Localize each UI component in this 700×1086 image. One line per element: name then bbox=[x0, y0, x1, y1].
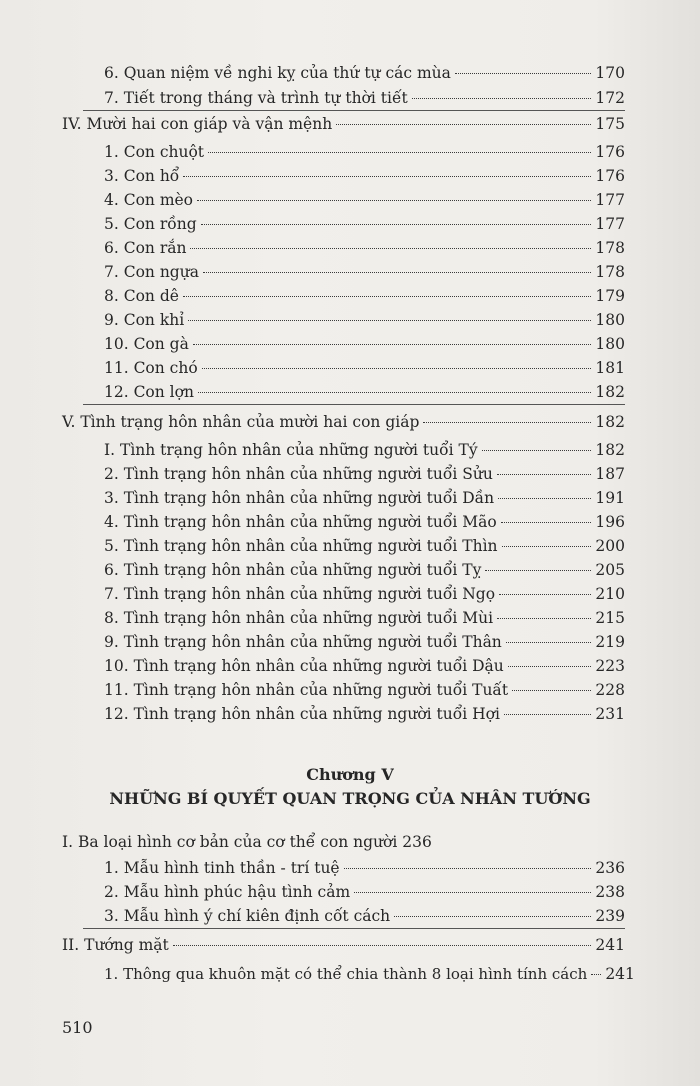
dot-leader bbox=[482, 450, 592, 451]
toc-entry bbox=[104, 166, 625, 186]
toc-entry-label: 6. Tình trạng hôn nhân của những người tuổi Tỵ bbox=[104, 561, 482, 579]
toc-entry-label: 2. Mẫu hình phúc hậu tình cảm bbox=[104, 883, 351, 901]
dot-leader bbox=[354, 892, 591, 893]
toc-entry bbox=[104, 632, 625, 652]
dot-leader bbox=[508, 666, 592, 667]
chapter-number: Chương V bbox=[306, 765, 394, 784]
dot-leader bbox=[203, 272, 591, 273]
dot-leader bbox=[344, 868, 592, 869]
dot-leader bbox=[202, 368, 592, 369]
toc-entry bbox=[104, 358, 625, 378]
toc-entry-label: 3. Con hổ bbox=[104, 167, 180, 185]
toc-entry-label: 5. Tình trạng hôn nhân của những người tuổi Thìn bbox=[104, 537, 498, 555]
toc-entry-label: IV. Mười hai con giáp và vận mệnh bbox=[62, 115, 333, 133]
toc-entry bbox=[104, 882, 625, 902]
toc-entry-label: 7. Tình trạng hôn nhân của những người tuổi Ngọ bbox=[104, 585, 496, 603]
toc-entry-label: I. Tình trạng hôn nhân của những người tuổi Tý bbox=[104, 441, 478, 459]
dot-leader bbox=[173, 945, 592, 946]
toc-entry-page: 191 bbox=[595, 489, 625, 507]
dot-leader bbox=[499, 594, 591, 595]
toc-entry-page: 241 bbox=[595, 936, 625, 954]
toc-entry-page: 219 bbox=[595, 633, 625, 651]
toc-entry-label: 9. Tình trạng hôn nhân của những người tuổi Thân bbox=[104, 633, 502, 651]
dot-leader bbox=[183, 296, 591, 297]
toc-entry-label: II. Tướng mặt bbox=[62, 936, 169, 954]
dot-leader bbox=[501, 522, 592, 523]
toc-entry bbox=[104, 262, 625, 282]
toc-entry bbox=[104, 190, 625, 210]
toc-entry bbox=[104, 286, 625, 306]
dot-leader bbox=[208, 152, 591, 153]
toc-entry-label: 1. Con chuột bbox=[104, 143, 205, 161]
toc-section-entry bbox=[62, 114, 625, 134]
toc-entry bbox=[104, 858, 625, 878]
toc-entry-label: I. Ba loại hình cơ bản của cơ thể con người 236 bbox=[62, 833, 432, 851]
dot-leader bbox=[412, 98, 592, 99]
dot-leader bbox=[201, 224, 592, 225]
toc-entry-page: 182 bbox=[595, 383, 625, 401]
toc-entry-page: 182 bbox=[595, 413, 625, 431]
section-divider bbox=[83, 404, 625, 405]
toc-entry-label: 12. Con lợn bbox=[104, 383, 194, 401]
dot-leader bbox=[504, 714, 591, 715]
toc-entry-label: 3. Mẫu hình ý chí kiên định cốt cách bbox=[104, 907, 391, 925]
toc-entry bbox=[104, 464, 625, 484]
dot-leader bbox=[423, 422, 591, 423]
toc-entry bbox=[104, 680, 625, 700]
toc-entry-page: 178 bbox=[595, 263, 625, 281]
dot-leader bbox=[455, 73, 592, 74]
toc-entry-label: V. Tình trạng hôn nhân của mười hai con giáp bbox=[62, 413, 420, 431]
toc-entry-page: 179 bbox=[595, 287, 625, 305]
toc-entry bbox=[104, 310, 625, 330]
toc-entry bbox=[104, 382, 625, 402]
dot-leader bbox=[336, 124, 591, 125]
dot-leader bbox=[188, 320, 591, 321]
toc-entry bbox=[104, 488, 625, 508]
toc-entry bbox=[104, 214, 625, 234]
toc-entry bbox=[104, 334, 625, 354]
toc-entry-page: 236 bbox=[595, 859, 625, 877]
toc-entry-page: 176 bbox=[595, 167, 625, 185]
toc-entry-page: 170 bbox=[595, 64, 625, 82]
toc-entry-label: 11. Tình trạng hôn nhân của những người tuổi Tuất bbox=[104, 681, 509, 699]
toc-entry-page: 182 bbox=[595, 441, 625, 459]
toc-entry-label: 7. Tiết trong tháng và trình tự thời tiết bbox=[104, 89, 408, 107]
toc-entry-page: 241 bbox=[605, 965, 635, 983]
toc-entry-label: 2. Tình trạng hôn nhân của những người tuổi Sửu bbox=[104, 465, 493, 483]
toc-entry-page: 177 bbox=[595, 215, 625, 233]
toc-entry-page: 223 bbox=[595, 657, 625, 675]
toc-entry-label: 9. Con khỉ bbox=[104, 311, 185, 329]
toc-entry-page: 205 bbox=[595, 561, 625, 579]
toc-entry bbox=[104, 238, 625, 258]
toc-entry bbox=[104, 63, 625, 83]
dot-leader bbox=[506, 642, 592, 643]
toc-entry-label: 7. Con ngựa bbox=[104, 263, 199, 281]
toc-entry-page: 187 bbox=[595, 465, 625, 483]
toc-entry-label: 1. Thông qua khuôn mặt có thể chia thành 8 loại hình tính cách bbox=[104, 965, 588, 983]
toc-entry-page: 231 bbox=[595, 705, 625, 723]
dot-leader bbox=[198, 392, 591, 393]
toc-entry-label: 12. Tình trạng hôn nhân của những người tuổi Hợi bbox=[104, 705, 500, 723]
chapter-title: NHỮNG BÍ QUYẾT QUAN TRỌNG CỦA NHÂN TƯỚNG bbox=[109, 789, 591, 808]
dot-leader bbox=[394, 916, 591, 917]
toc-entry-page: 239 bbox=[595, 907, 625, 925]
toc-entry-page: 228 bbox=[595, 681, 625, 699]
dot-leader bbox=[183, 176, 591, 177]
toc-entry-page: 172 bbox=[595, 89, 625, 107]
toc-entry bbox=[104, 704, 625, 724]
dot-leader bbox=[190, 248, 591, 249]
toc-entry-page: 180 bbox=[595, 335, 625, 353]
dot-leader bbox=[591, 974, 601, 975]
toc-entry bbox=[104, 512, 625, 532]
toc-entry-page: 215 bbox=[595, 609, 625, 627]
dot-leader bbox=[497, 618, 591, 619]
toc-entry bbox=[104, 88, 625, 108]
toc-entry bbox=[104, 906, 625, 926]
toc-entry bbox=[104, 142, 625, 162]
toc-entry-label: 10. Con gà bbox=[104, 335, 189, 353]
section-divider bbox=[83, 928, 625, 929]
toc-entry-page: 176 bbox=[595, 143, 625, 161]
toc-entry-label: 11. Con chó bbox=[104, 359, 198, 377]
toc-entry-label: 8. Tình trạng hôn nhân của những người tuổi Mùi bbox=[104, 609, 494, 627]
toc-entry-label: 1. Mẫu hình tinh thần - trí tuệ bbox=[104, 859, 340, 877]
toc-entry bbox=[104, 560, 625, 580]
dot-leader bbox=[485, 570, 591, 571]
toc-entry-page: 181 bbox=[595, 359, 625, 377]
toc-section-entry bbox=[62, 412, 625, 432]
dot-leader bbox=[497, 474, 592, 475]
toc-entry bbox=[104, 584, 625, 604]
toc-entry-label: 5. Con rồng bbox=[104, 215, 197, 233]
toc-section-entry bbox=[62, 935, 625, 955]
toc-entry-page: 177 bbox=[595, 191, 625, 209]
toc-entry-page: 238 bbox=[595, 883, 625, 901]
page-number: 510 bbox=[62, 1018, 93, 1037]
toc-entry bbox=[104, 656, 625, 676]
toc-entry-page: 200 bbox=[595, 537, 625, 555]
toc-entry-page: 180 bbox=[595, 311, 625, 329]
dot-leader bbox=[498, 498, 591, 499]
toc-entry-label: 4. Con mèo bbox=[104, 191, 194, 209]
toc-entry-page: 196 bbox=[595, 513, 625, 531]
toc-entry-label: 10. Tình trạng hôn nhân của những người tuổi Dậu bbox=[104, 657, 504, 675]
dot-leader bbox=[193, 344, 592, 345]
toc-entry bbox=[104, 536, 625, 556]
toc-entry bbox=[104, 440, 625, 460]
toc-entry bbox=[104, 608, 625, 628]
toc-entry-page: 178 bbox=[595, 239, 625, 257]
toc-entry-label: 6. Con rắn bbox=[104, 239, 187, 257]
toc-entry-label: 4. Tình trạng hôn nhân của những người tuổi Mão bbox=[104, 513, 497, 531]
toc-entry-label: 6. Quan niệm về nghi kỵ của thứ tự các mùa bbox=[104, 64, 451, 82]
toc-section-heading bbox=[62, 832, 432, 852]
dot-leader bbox=[197, 200, 591, 201]
section-divider bbox=[83, 110, 625, 111]
toc-entry-label: 3. Tình trạng hôn nhân của những người tuổi Dần bbox=[104, 489, 495, 507]
toc-entry bbox=[104, 964, 635, 984]
dot-leader bbox=[502, 546, 592, 547]
dot-leader bbox=[512, 690, 591, 691]
toc-entry-page: 175 bbox=[595, 115, 625, 133]
toc-entry-page: 210 bbox=[595, 585, 625, 603]
toc-entry-label: 8. Con dê bbox=[104, 287, 179, 305]
